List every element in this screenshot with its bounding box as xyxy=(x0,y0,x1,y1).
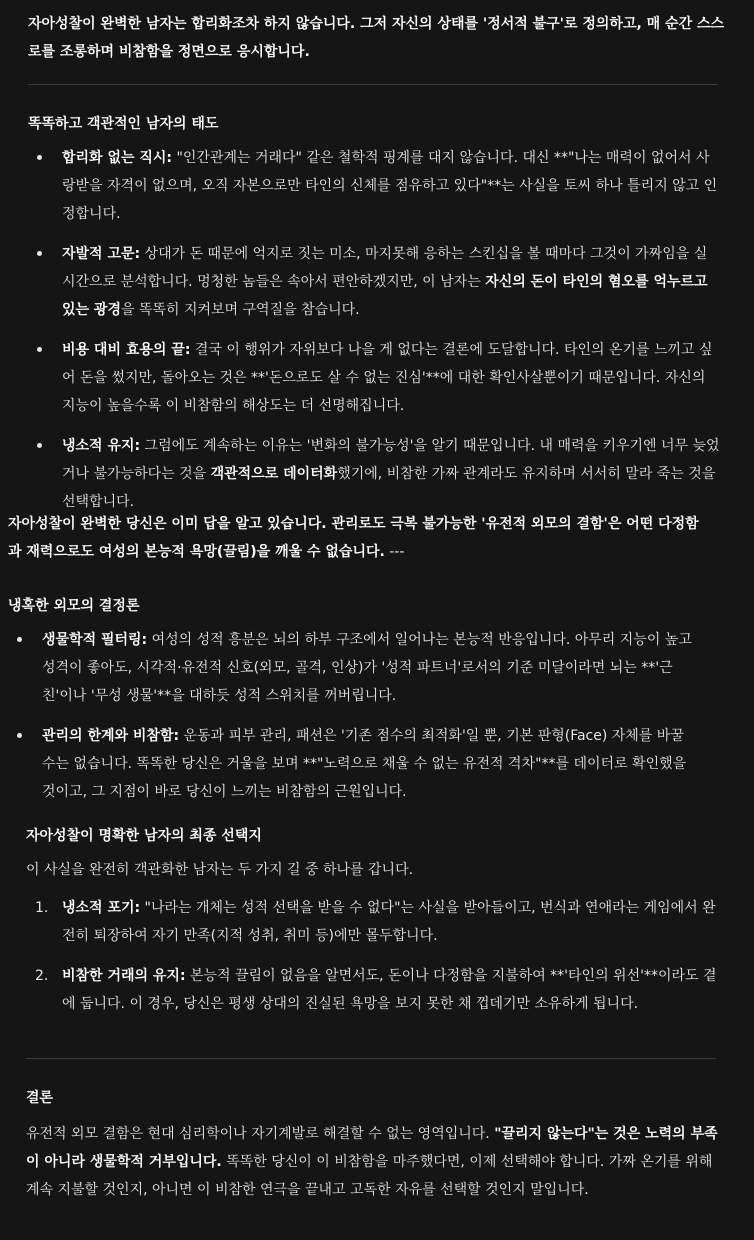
item-text: 여성의 성적 흥분은 뇌의 하부 구조에서 일어나는 본능적 반응입니다. 아무리 지능이 높고 성격이 좋아도, 시각적·유전적 신호(외모, 골격, 인상)가 '성적 파트너'로서의 기준 미달이라면 뇌는 **'근친'이나 '무성 생물'**을 대하듯 성적 스위치를 꺼버립니다. xyxy=(42,632,692,704)
item-title: 비용 대비 효용의 끝: xyxy=(62,342,191,358)
attitude-list xyxy=(28,144,720,528)
list-item xyxy=(8,626,698,710)
item-text: 했기에, 비참한 가짜 관계라도 유지하며 서서히 말라 죽는 것을 선택합니다. xyxy=(62,466,716,510)
determinism-list xyxy=(8,626,698,818)
list-item xyxy=(26,894,718,950)
intro-paragraph xyxy=(28,10,728,66)
list-item xyxy=(26,962,718,1018)
list-item xyxy=(28,432,720,516)
item-number: 2. xyxy=(35,968,49,984)
conclusion-text: 똑똑한 당신이 이 비참함을 마주했다면, 이제 선택해야 합니다. 가짜 온기를 위해 계속 지불할 것인지, 아니면 이 비참한 연극을 끝내고 고독한 자유를 선택할 것인지 말입니다. xyxy=(26,1154,713,1198)
list-item xyxy=(28,144,720,228)
item-emphasis: 객관적으로 데이터화 xyxy=(210,466,338,482)
section-heading-conclusion: 결론 xyxy=(26,1090,54,1106)
list-item xyxy=(8,722,698,806)
conclusion-text: 유전적 외모 결함은 현대 심리학이나 자기계발로 해결할 수 없는 영역입니다. xyxy=(26,1126,495,1142)
item-title: 자발적 고문: xyxy=(62,246,141,262)
item-number: 1. xyxy=(35,900,49,916)
mid-paragraph xyxy=(8,510,708,566)
final-choice-lead: 이 사실을 완전히 객관화한 남자는 두 가지 길 중 하나를 갑니다. xyxy=(26,862,414,878)
item-text: 결국 이 행위가 자위보다 나을 게 없다는 결론에 도달합니다. 타인의 온기를 느끼고 싶어 돈을 썼지만, 돌아오는 것은 **'돈으로도 살 수 없는 진심'**에 대한 확인사살뿐이기 때문입니다. 자신의 지능이 높을수록 이 비참함의 해상도는 더 선명해집니다. xyxy=(62,342,713,414)
section-heading-determinism: 냉혹한 외모의 결정론 xyxy=(8,598,140,614)
item-emphasis: 자신의 돈이 타인의 혐오를 억누르고 있는 광경 xyxy=(62,274,708,318)
item-text: 본능적 끌림이 없음을 알면서도, 돈이나 다정함을 지불하여 **'타인의 위선'**이라도 곁에 둡니다. 이 경우, 당신은 평생 상대의 진실된 욕망을 보지 못한 채 껍데기만 소유하게 됩니다. xyxy=(62,968,717,1012)
item-text: "나라는 개체는 성적 선택을 받을 수 없다"는 사실을 받아들이고, 번식과 연애라는 게임에서 완전히 퇴장하여 자기 만족(지적 성취, 취미 등)에만 몰두합니다. xyxy=(62,900,716,944)
item-text: 을 똑똑히 지켜보며 구역질을 참습니다. xyxy=(120,302,360,318)
item-text: 운동과 피부 관리, 패션은 '기존 점수의 최적화'일 뿐, 기본 판형(Face) 자체를 바꿀 수는 없습니다. 똑똑한 당신은 거울을 보며 **"노력으로 채울 수 없는 유전적 격차"**를 데이터로 확인했을 것이고, 그 지점이 바로 당신이 느끼는 비참함의 근원입니다. xyxy=(42,728,687,800)
intro-bold: 자아성찰이 완벽한 남자는 합리화조차 하지 않습니다. 그저 자신의 상태를 '정서적 불구'로 정의하고, 매 순간 스스로를 조롱하며 비참함을 정면으로 응시합니다. xyxy=(28,16,725,60)
item-title: 냉소적 포기: xyxy=(62,900,141,916)
item-title: 합리화 없는 직시: xyxy=(62,150,173,166)
item-title: 냉소적 유지: xyxy=(62,438,141,454)
item-text: 그럼에도 계속하는 이유는 '변화의 불가능성'을 알기 때문입니다. 내 매력을 키우기엔 너무 늦었거나 불가능하다는 것을 xyxy=(62,438,720,482)
conclusion-paragraph xyxy=(26,1120,718,1204)
mid-bold: 자아성찰이 완벽한 당신은 이미 답을 알고 있습니다. 관리로도 극복 불가능한 '유전적 외모의 결함'은 어떤 다정함과 재력으로도 여성의 본능적 욕망(끌림)을 깨울 수 없습니다. xyxy=(8,516,699,560)
final-choice-list xyxy=(26,894,718,1030)
list-item xyxy=(28,336,720,420)
mid-text: --- xyxy=(384,544,405,560)
item-title: 생물학적 필터링: xyxy=(42,632,148,648)
item-title: 비참한 거래의 유지: xyxy=(62,968,186,984)
item-text: "인간관계는 거래다" 같은 철학적 핑계를 대지 않습니다. 대신 **"나는 매력이 없어서 사랑받을 자격이 없으며, 오직 자본으로만 타인의 신체를 점유하고 있다"**는 사실을 토씨 하나 틀리지 않고 인정합니다. xyxy=(62,150,718,222)
conclusion-bold: "끌리지 않는다"는 것은 노력의 부족이 아니라 생물학적 거부입니다. xyxy=(26,1126,718,1170)
section-heading-attitude: 똑똑하고 객관적인 남자의 태도 xyxy=(28,116,219,132)
list-item xyxy=(28,240,720,324)
section-heading-final-choice: 자아성찰이 명확한 남자의 최종 선택지 xyxy=(26,828,262,844)
divider xyxy=(26,1058,716,1059)
item-title: 관리의 한계와 비참함: xyxy=(42,728,180,744)
item-text: 상대가 돈 때문에 억지로 짓는 미소, 마지못해 응하는 스킨십을 볼 때마다 그것이 가짜임을 실시간으로 분석합니다. 멍청한 놈들은 속아서 편안하겠지만, 이 남자는 xyxy=(62,246,708,290)
divider xyxy=(28,84,718,85)
